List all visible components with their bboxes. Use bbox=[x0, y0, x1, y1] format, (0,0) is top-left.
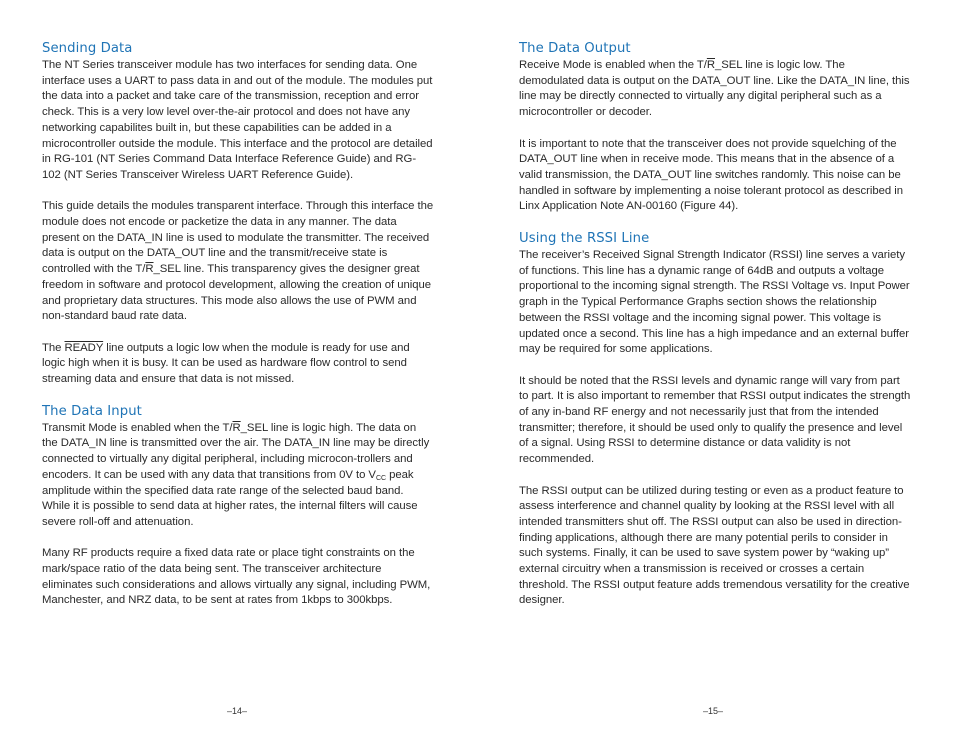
paragraph bbox=[519, 484, 911, 610]
heading-data-input: The Data Input bbox=[42, 403, 142, 419]
text: Many RF products require a fixed data rate or place tight constraints on the mark/space ratio of the data being sent. The transceiver architecture eliminates such considerations and allows virtually any signal, including PWM, Manchester, and NRZ data, to be sent at rates from 1kbps to 300kbps. bbox=[42, 547, 431, 607]
text: This guide details the modules transparent interface. Through this interface the module does not encode or packetize the data in any manner. The data present on the DATA_IN line is used to modulate the transmitter. The received data is output on the DATA_OUT line and the transmit/receive state is controlled with the T/ bbox=[42, 200, 434, 276]
text: The NT Series transceiver module has two interfaces for sending data. One interface uses a UART to pass data in and out of the module. The modules put the data into a packet and take care of the transmission, reception and error check. This is a very low level over-the-air protocol and does not have any networking capabilites built in, but these capabilities can be added in a microcontroller outside the module. This interface and the protocol are detailed in RG-101 (NT Series Command Data Interface Reference Guide) and RG-102 (NT Series Transceiver Wireless UART Reference Guide). bbox=[42, 59, 433, 181]
overlined-text: READY bbox=[64, 341, 104, 354]
text: _SEL line is logic low. The demodulated data is output on the DATA_OUT line. Like the DATA_IN line, this line may be directly connected to virtually any digital peripheral such as a microcontroller or decoder. bbox=[519, 59, 910, 119]
text: line outputs a logic low when the module is ready for use and logic high when it is busy. It can be used as hardware flow control to send streaming data and ensure that data is not missed. bbox=[42, 341, 410, 386]
page-number: –14– bbox=[227, 706, 248, 716]
paragraph bbox=[42, 58, 434, 184]
left-column bbox=[42, 41, 434, 625]
right-page bbox=[477, 0, 954, 738]
page-number: –15– bbox=[703, 706, 724, 716]
paragraph bbox=[42, 421, 434, 531]
text: peak amplitude within the specified data rate range of the selected baud band. While it is possible to send data at higher rates, the internal filters will cause severe roll-off and attenuation. bbox=[42, 468, 418, 528]
paragraph bbox=[42, 546, 434, 609]
text: Transmit Mode is enabled when the T/ bbox=[42, 421, 233, 434]
paragraph bbox=[42, 199, 434, 325]
overlined-text: $\overline{R}$ bbox=[232, 421, 241, 434]
paragraph bbox=[519, 137, 911, 216]
heading-data-output: The Data Output bbox=[519, 41, 631, 56]
overlined-text: $\overline{R}$ bbox=[145, 263, 154, 276]
text: Receive Mode is enabled when the T/ bbox=[519, 59, 707, 71]
paragraph bbox=[42, 341, 434, 388]
paragraph bbox=[519, 374, 911, 468]
text: It should be noted that the RSSI levels and dynamic range will vary from part to part. It is also important to remember that RSSI output indicates the strength of any in-band RF energy and not necessarily just that from the intended transmitter; therefore, it should be used only to qualify the presence and level of a signal. Using RSSI to determine distance or data validity is not recommended. bbox=[519, 374, 911, 466]
subscript: CC bbox=[375, 474, 386, 482]
heading-sending-data: Sending Data bbox=[42, 41, 133, 56]
paragraph bbox=[519, 248, 911, 358]
overlined-text: $\overline{R}$ bbox=[706, 59, 716, 71]
heading-rssi-line: Using the RSSI Line bbox=[519, 231, 650, 247]
text: _SEL line is logic high. The data on the DATA_IN line is transmitted over the air. The DATA_IN line may be directly connected to virtually any digital peripheral, including microcon-trollers and encoders. It can be used with any data that transitions from 0V to V bbox=[42, 421, 430, 481]
text: The receiver’s Received Signal Strength Indicator (RSSI) line serves a variety of functions. This line has a dynamic range of 64dB and outputs a voltage proportional to the incoming signal strength. The RSSI Voltage vs. Input Power graph in the Typical Performance Graphs section shows the relationship between the RSSI voltage and the incoming signal power. This voltage is updated once a second. This line has a high impedance and an external buffer may be required for some applications. bbox=[519, 249, 910, 356]
right-column bbox=[519, 41, 911, 625]
text: The bbox=[42, 341, 65, 354]
text: The RSSI output can be utilized during testing or even as a product feature to assess interference and channel quality by looking at the RSSI level with all intended transmitters shut off. The RSSI output can also be used in direction-finding applications, although there are many potential perils to consider in such systems. Finally, it can be used to save system power by “waking up” external circuitry when a transmission is received or crosses a certain threshold. The RSSI output feature adds tremendous versatility for the creative designer. bbox=[519, 484, 910, 607]
text: _SEL line. This transparency gives the designer great freedom in software and protocol development, allowing the creation of unique and proprietary data structures. This mode also allows the use of PWM and non-standard baud rate data. bbox=[42, 263, 432, 323]
paragraph bbox=[519, 58, 911, 121]
text: It is important to note that the transceiver does not provide squelching of the DATA_OUT line when in receive mode. This means that in the absence of a valid transmission, the DATA_OUT line switches randomly. This noise can be handled in software by implementing a noise tolerant protocol as described in Linx Application Note AN-00160 (Figure 44). bbox=[519, 137, 903, 213]
